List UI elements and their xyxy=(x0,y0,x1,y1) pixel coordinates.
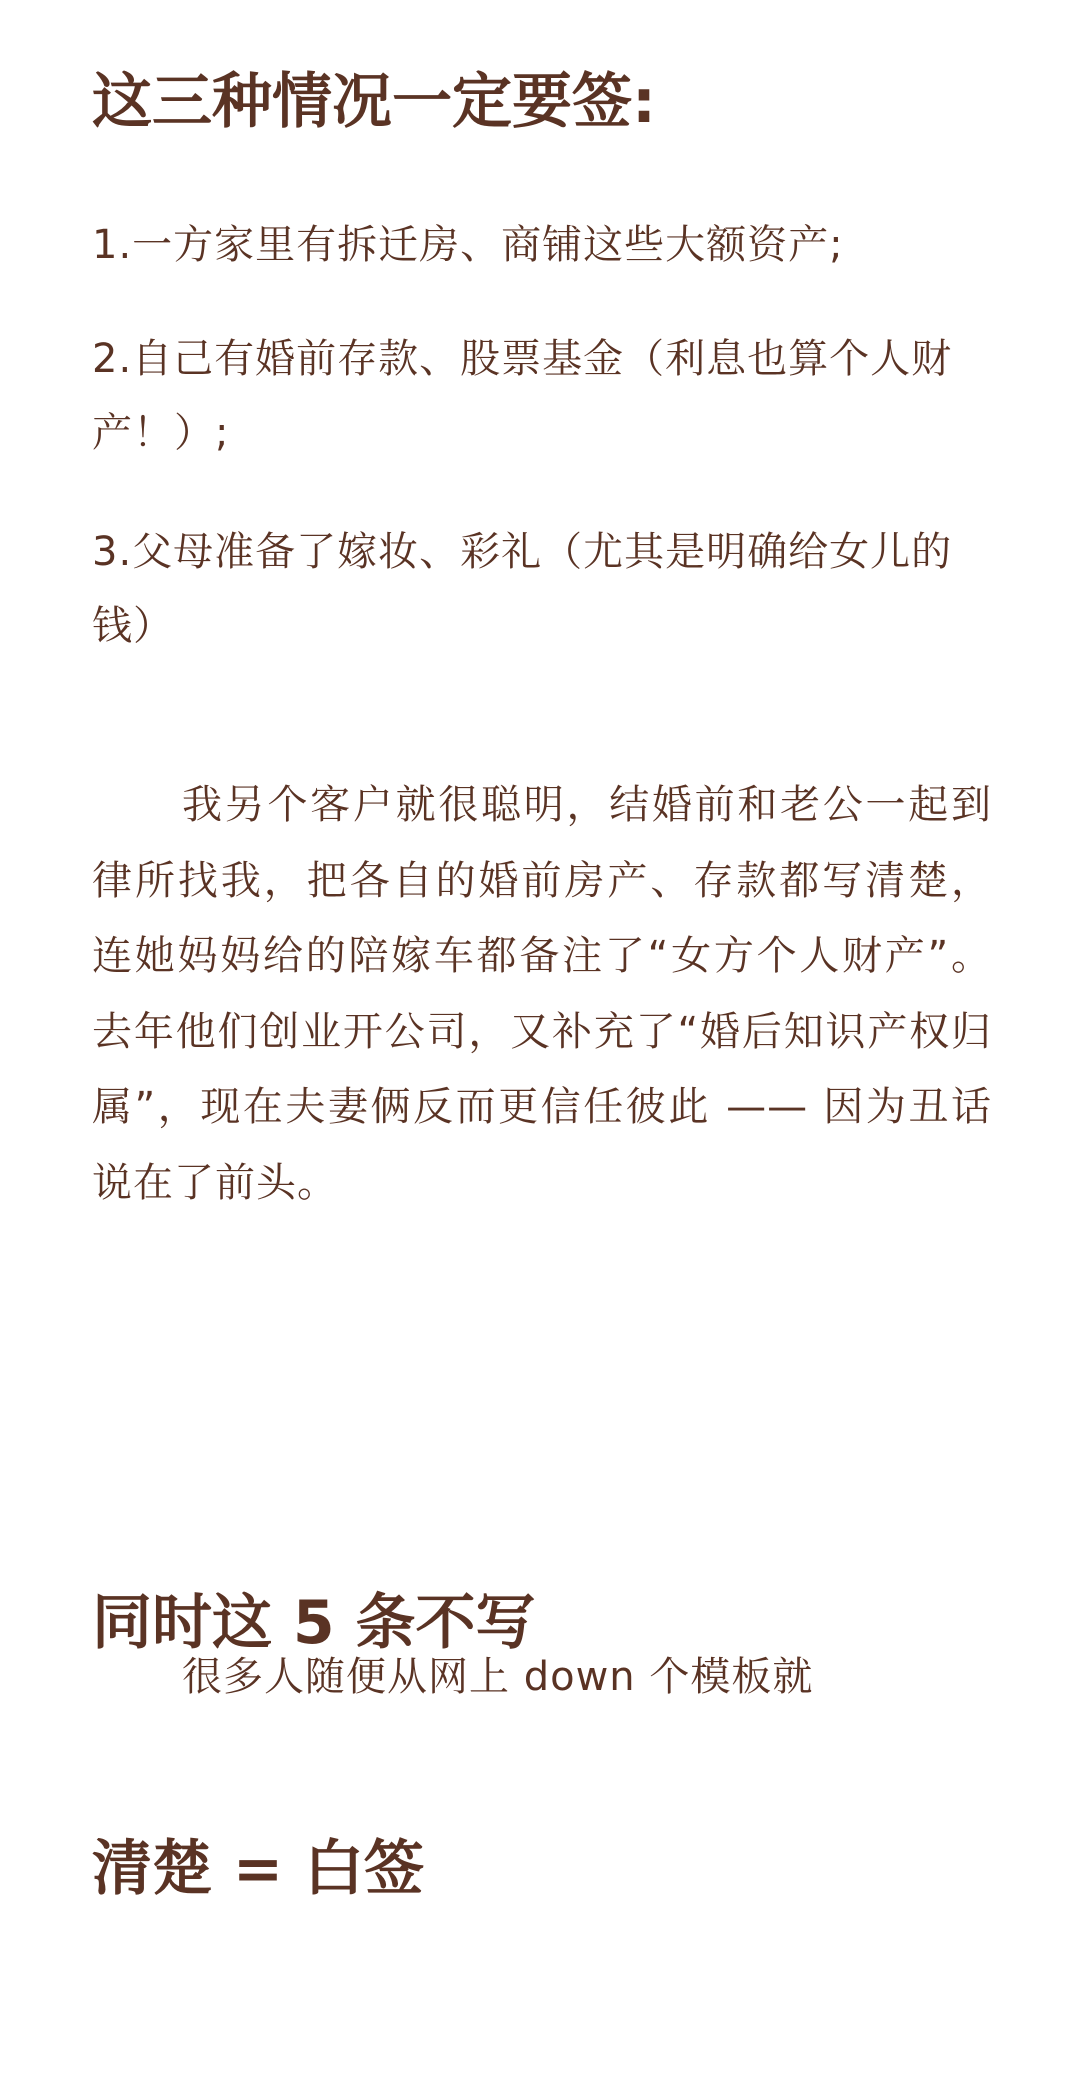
section-heading-five-clauses xyxy=(92,1418,536,2074)
section-heading-line-2: 清楚 = 白签 xyxy=(92,1834,425,1904)
list-item-2 xyxy=(92,322,972,470)
list-item-text: 3.父母准备了嫁妆、彩礼（尤其是明确给女儿的钱） xyxy=(92,529,953,649)
section-heading-line-1: 同时这 5 条不写 xyxy=(92,1588,536,1658)
list-item-text: 1.一方家里有拆迁房、商铺这些大额资产; xyxy=(92,222,844,268)
section-heading-three-cases: 这三种情况一定要签: xyxy=(92,67,656,137)
client-story-paragraph: 我另个客户就很聪明，结婚前和老公一起到律所找我，把各自的婚前房产、存款都写清楚，连她妈妈给的陪嫁车都备注了“女方个人财产”。去年他们创业开公司，又补充了“婚后知识产权归属”，现在夫妻俩反而更信任彼此 —— 因为丑话说在了前头。 xyxy=(92,782,992,1206)
footer-paragraph-start: 很多人随便从网上 down 个模板就 xyxy=(182,1654,814,1700)
list-item-1 xyxy=(92,208,992,282)
list-item-3 xyxy=(92,515,972,663)
list-item-text: 2.自己有婚前存款、股票基金（利息也算个人财产！）; xyxy=(92,336,953,456)
